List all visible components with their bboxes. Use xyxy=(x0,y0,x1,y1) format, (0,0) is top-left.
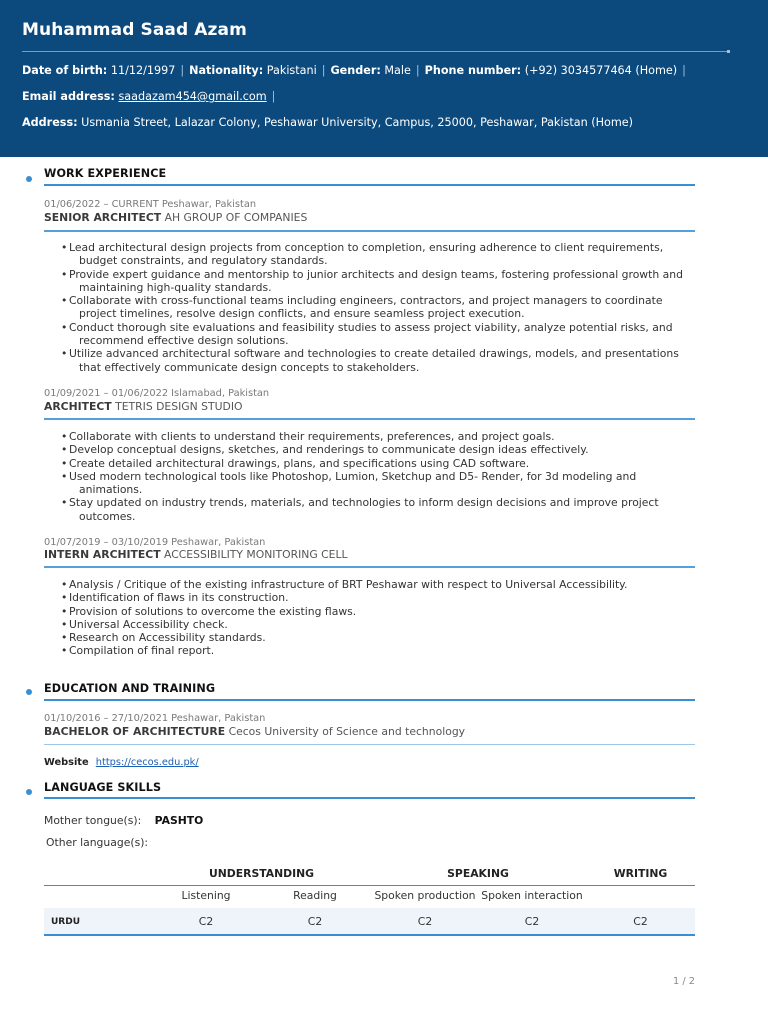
list-item: • Develop conceptual designs, sketches, and renderings to communicate design ideas effectively. xyxy=(61,443,697,456)
section-title: WORK EXPERIENCE xyxy=(44,167,167,180)
list-item: • Provide expert guidance and mentorship to junior architects and design teams, fostering professional growth and maintaining high-quality standards. xyxy=(61,268,697,295)
job-role: INTERN ARCHITECT xyxy=(44,548,161,561)
listening-level: C2 xyxy=(198,915,214,928)
dob-value: 11/12/1997 xyxy=(110,64,176,77)
list-item: • Compilation of final report. xyxy=(61,644,697,657)
subheader-reading: Reading xyxy=(293,889,337,902)
job-bullets xyxy=(61,241,697,374)
section-divider xyxy=(44,797,695,799)
job-bullets xyxy=(61,430,697,523)
section-language-skills xyxy=(44,781,695,794)
list-item: • Used modern technological tools like Photoshop, Lumion, Sketchup and D5- Render, for 3d modeling and animations. xyxy=(61,470,697,497)
job-role: SENIOR ARCHITECT xyxy=(44,211,162,224)
address-line xyxy=(22,116,633,129)
mother-tongue-line xyxy=(44,814,203,827)
list-item: • Stay updated on industry trends, materials, and technologies to inform design decisions and improve project outcomes. xyxy=(61,496,697,523)
list-item: • Identification of flaws in its construction. xyxy=(61,591,697,604)
list-item: • Conduct thorough site evaluations and feasibility studies to assess project viability, analyze potential risks, and recommend effective design solutions. xyxy=(61,321,697,348)
education-divider xyxy=(44,744,695,745)
section-divider xyxy=(44,699,695,701)
list-item: • Lead architectural design projects from conception to completion, ensuring adherence to client requirements, budget constraints, and regulatory standards. xyxy=(61,241,697,268)
spoken-interaction-level: C2 xyxy=(524,915,540,928)
section-bullet-dot xyxy=(26,789,32,795)
job-divider xyxy=(44,418,695,420)
page-number: 1 / 2 xyxy=(673,976,695,987)
gender-label: Gender: xyxy=(330,64,381,77)
job-divider xyxy=(44,566,695,568)
website-link[interactable]: https://cecos.edu.pk/ xyxy=(95,757,199,768)
job-title-line xyxy=(44,400,243,413)
writing-level: C2 xyxy=(633,915,648,928)
email-link[interactable]: saadazam454@gmail.com xyxy=(118,90,267,103)
mother-tongue-label: Mother tongue(s): xyxy=(44,814,142,827)
subheader-spoken-production: Spoken production xyxy=(374,889,476,902)
list-item: • Provision of solutions to overcome the existing flaws. xyxy=(61,605,697,618)
header-divider xyxy=(22,51,728,52)
job-meta: 01/07/2019 – 03/10/2019 Peshawar, Pakistan xyxy=(44,537,266,548)
separator: | xyxy=(415,64,420,77)
dob-label: Date of birth: xyxy=(22,64,108,77)
list-item: • Utilize advanced architectural software and technologies to create detailed drawings, models, and presentations that effectively communicate design concepts to stakeholders. xyxy=(61,347,697,374)
candidate-name: Muhammad Saad Azam xyxy=(22,20,247,40)
job-bullets xyxy=(61,578,697,658)
mother-tongue-value: PASHTO xyxy=(154,814,204,827)
header-speaking: SPEAKING xyxy=(447,867,509,880)
table-row xyxy=(44,908,695,936)
job-org: TETRIS DESIGN STUDIO xyxy=(115,400,243,413)
education-title-line xyxy=(44,725,465,738)
degree: BACHELOR OF ARCHITECTURE xyxy=(44,725,226,738)
section-bullet-dot xyxy=(26,176,32,182)
separator: | xyxy=(321,64,326,77)
section-title: LANGUAGE SKILLS xyxy=(44,781,162,794)
subheader-listening: Listening xyxy=(181,889,231,902)
separator: | xyxy=(180,64,185,77)
education-meta: 01/10/2016 – 27/10/2021 Peshawar, Pakistan xyxy=(44,713,266,724)
job-role: ARCHITECT xyxy=(44,400,112,413)
cv-header xyxy=(0,0,768,157)
phone-value: (+92) 3034577464 (Home) xyxy=(524,64,678,77)
list-item: • Universal Accessibility check. xyxy=(61,618,697,631)
job-org: AH GROUP OF COMPANIES xyxy=(164,211,308,224)
gender-value: Male xyxy=(384,64,411,77)
section-bullet-dot xyxy=(26,689,32,695)
website-label: Website xyxy=(44,757,89,768)
email-line xyxy=(22,90,280,103)
reading-level: C2 xyxy=(307,915,323,928)
list-item: • Collaborate with clients to understand their requirements, preferences, and project goals. xyxy=(61,430,697,443)
address-label: Address: xyxy=(22,116,78,129)
nationality-label: Nationality: xyxy=(189,64,264,77)
spoken-production-level: C2 xyxy=(417,915,433,928)
job-meta: 01/09/2021 – 01/06/2022 Islamabad, Pakistan xyxy=(44,388,270,399)
separator: | xyxy=(682,64,686,77)
list-item: • Analysis / Critique of the existing infrastructure of BRT Peshawar with respect to Universal Accessibility. xyxy=(61,578,697,591)
list-item: • Create detailed architectural drawings, plans, and specifications using CAD software. xyxy=(61,457,697,470)
subheader-spoken-interaction: Spoken interaction xyxy=(481,889,583,902)
nationality-value: Pakistani xyxy=(266,64,317,77)
address-value: Usmania Street, Lalazar Colony, Peshawar University, Campus, 25000, Peshawar, Pakistan (Home) xyxy=(81,116,634,129)
table-header-divider xyxy=(44,885,695,886)
phone-label: Phone number: xyxy=(424,64,522,77)
section-work-experience xyxy=(44,167,695,180)
job-title-line xyxy=(44,211,307,224)
email-label: Email address: xyxy=(22,90,115,103)
list-item: • Research on Accessibility standards. xyxy=(61,631,697,644)
language-name: URDU xyxy=(51,917,81,927)
personal-info-line xyxy=(22,64,691,77)
section-title: EDUCATION AND TRAINING xyxy=(44,682,216,695)
separator: | xyxy=(271,90,276,103)
header-understanding: UNDERSTANDING xyxy=(208,867,315,880)
job-meta: 01/06/2022 – CURRENT Peshawar, Pakistan xyxy=(44,199,257,210)
job-org: ACCESSIBILITY MONITORING CELL xyxy=(164,548,348,561)
website-line xyxy=(44,757,199,768)
job-divider xyxy=(44,230,695,232)
header-writing: WRITING xyxy=(613,867,668,880)
section-divider xyxy=(44,184,695,186)
other-languages-label: Other language(s): xyxy=(46,836,149,849)
section-education xyxy=(44,682,695,695)
school: Cecos University of Science and technology xyxy=(228,725,466,738)
list-item: • Collaborate with cross-functional teams including engineers, contractors, and project managers to coordinate project timelines, resolve design conflicts, and ensure seamless project execution. xyxy=(61,294,697,321)
job-title-line xyxy=(44,548,348,561)
